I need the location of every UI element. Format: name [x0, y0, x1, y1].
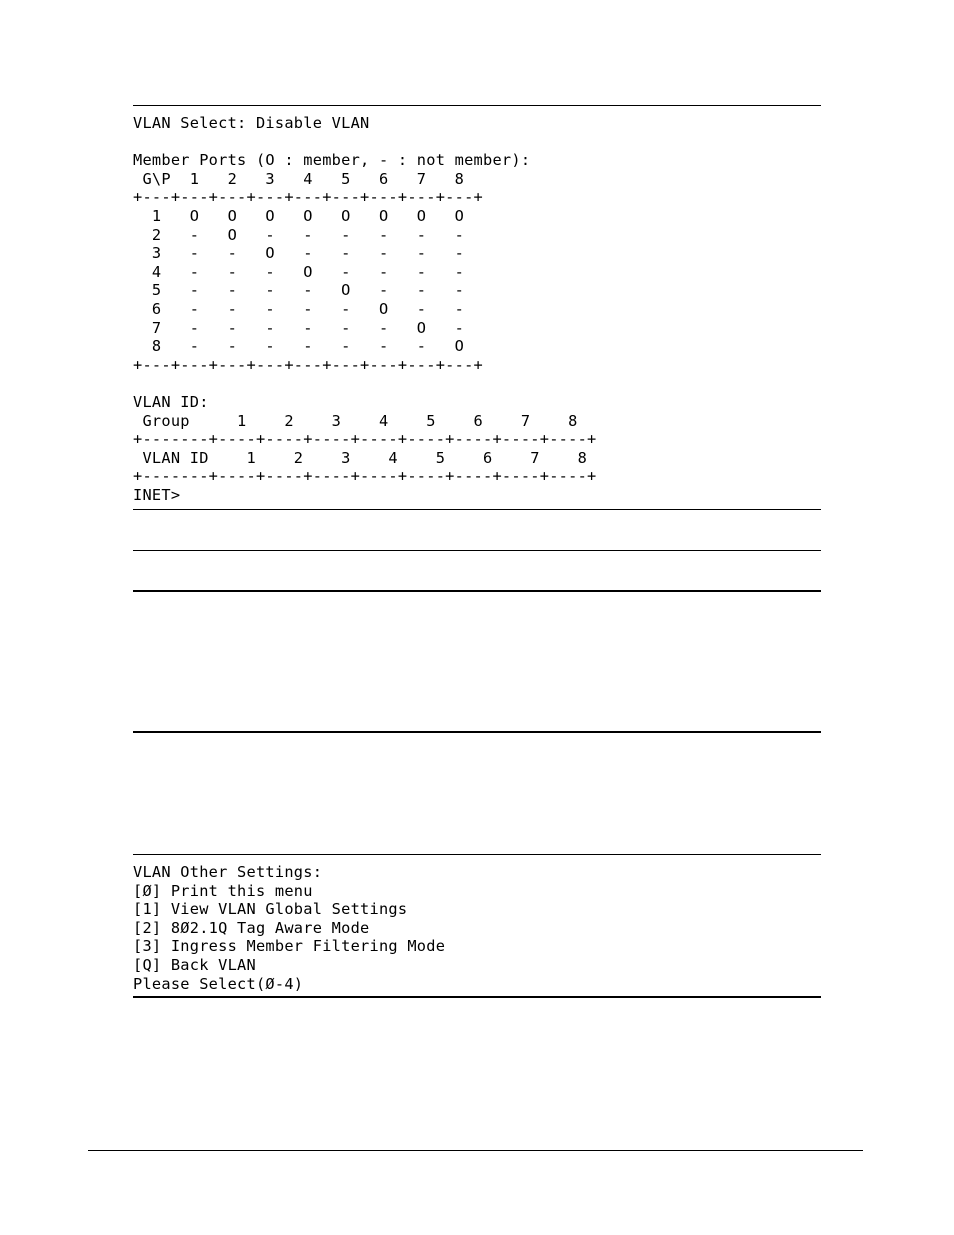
- console-line: VLAN Select: Disable VLAN: [133, 114, 370, 132]
- console-line: +-------+----+----+----+----+----+----+----+----+: [133, 430, 597, 449]
- console-line: INET>: [133, 485, 181, 504]
- console-line: [133, 133, 597, 152]
- menu-line: Please Select(Ø-4): [133, 974, 304, 993]
- console-line: 8 - - - - - - - O: [133, 337, 465, 356]
- menu-line: [2] 8Ø2.1Q Tag Aware Mode: [133, 918, 370, 937]
- console-line: 5 - - - - O - - -: [133, 281, 465, 300]
- console-line: 1 O O O O O O O O: [133, 206, 465, 225]
- console-line: 2 - O - - - - - -: [133, 225, 465, 244]
- console-line: +-------+----+----+----+----+----+----+----+----+: [133, 467, 597, 486]
- console-line: Group 1 2 3 4 5 6 7 8: [133, 411, 578, 430]
- menu-line: [3] Ingress Member Filtering Mode: [133, 937, 446, 956]
- vlan-other-settings-menu: [133, 863, 445, 993]
- menu-line: [1] View VLAN Global Settings: [133, 900, 408, 919]
- console-line: 3 - - O - - - - -: [133, 244, 465, 263]
- vlan-disable-console-output: [133, 114, 597, 504]
- menu-line: [Ø] Print this menu: [133, 881, 313, 900]
- console-line: 4 - - - O - - - -: [133, 262, 465, 281]
- empty-rule-a: [133, 550, 821, 551]
- console-line: Member Ports (O : member, - : not member):: [133, 151, 531, 170]
- console-line: G\P 1 2 3 4 5 6 7 8: [133, 169, 465, 188]
- console-line: 7 - - - - - - O -: [133, 318, 465, 337]
- console-line: +---+---+---+---+---+---+---+---+---+: [133, 188, 484, 207]
- top-rule-screen-1: [133, 105, 821, 106]
- empty-rule-b: [133, 590, 821, 592]
- console-line: +---+---+---+---+---+---+---+---+---+: [133, 355, 484, 374]
- menu-line: [Q] Back VLAN: [133, 955, 256, 974]
- bottom-rule-screen-1: [133, 509, 821, 510]
- console-line: 6 - - - - - O - -: [133, 299, 465, 318]
- console-line: [133, 374, 597, 393]
- top-rule-screen-2: [133, 854, 821, 855]
- bottom-rule-screen-2: [133, 996, 821, 998]
- console-line: VLAN ID:: [133, 392, 209, 411]
- menu-line: VLAN Other Settings:: [133, 863, 323, 881]
- console-line: VLAN ID 1 2 3 4 5 6 7 8: [133, 448, 588, 467]
- empty-rule-c: [133, 731, 821, 733]
- page-footer-rule: [88, 1150, 863, 1151]
